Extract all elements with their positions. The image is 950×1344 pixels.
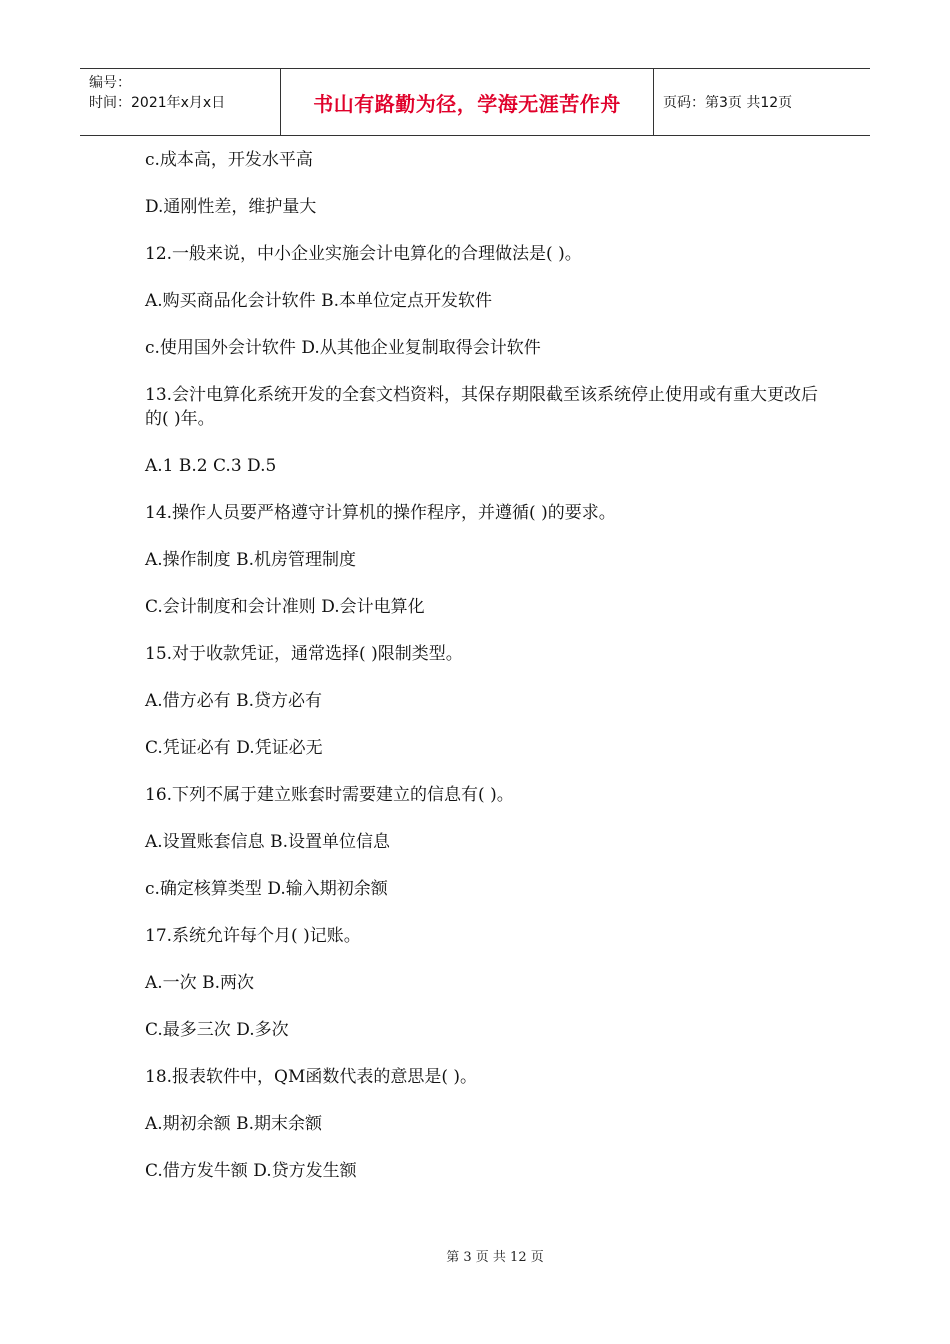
text-line: A.购买商品化会计软件 B.本单位定点开发软件 <box>145 291 492 311</box>
question-12: 12.一般来说，中小企业实施会计电算化的合理做法是( )。 <box>145 244 582 264</box>
question-14: 14.操作人员要严格遵守计算机的操作程序，并遵循( )的要求。 <box>145 503 616 523</box>
question-13: 13.会汁电算化系统开发的全套文档资料，其保存期限截至该系统停止使用或有重大更改后的( )年。 <box>145 385 819 429</box>
page-footer: 第 3 页 共 12 页 <box>446 1250 544 1265</box>
text-line: C.会计制度和会计准则 D.会计电算化 <box>145 597 425 617</box>
text-line: A.借方必有 B.贷方必有 <box>145 691 322 711</box>
text-line: c.成本高，开发水平高 <box>145 150 313 170</box>
number-label: 编号： <box>89 75 131 91</box>
question-18: 18.报表软件中，QM函数代表的意思是( )。 <box>145 1067 478 1087</box>
text-line: A.1 B.2 C.3 D.5 <box>145 456 277 476</box>
text-line: A.一次 B.两次 <box>145 973 254 993</box>
document-body <box>145 148 825 1206</box>
date-label: 时间：2021年x月x日 <box>89 95 226 111</box>
text-line: A.期初余额 B.期末余额 <box>145 1114 322 1134</box>
text-line: A.操作制度 B.机房管理制度 <box>145 550 356 570</box>
header-meta <box>80 69 281 135</box>
text-line: c.确定核算类型 D.输入期初余额 <box>145 879 388 899</box>
text-line: C.凭证必有 D.凭证必无 <box>145 738 323 758</box>
text-line: c.使用国外会计软件 D.从其他企业复制取得会计软件 <box>145 338 541 358</box>
text-line: A.设置账套信息 B.设置单位信息 <box>145 832 390 852</box>
page-header <box>80 68 870 136</box>
question-15: 15.对于收款凭证，通常选择( )限制类型。 <box>145 644 463 664</box>
header-motto: 书山有路勤为径，学海无涯苦作舟 <box>281 69 654 135</box>
header-page-info: 页码：第3页 共12页 <box>663 95 793 111</box>
question-16: 16.下列不属于建立账套时需要建立的信息有( )。 <box>145 785 514 805</box>
text-line: C.最多三次 D.多次 <box>145 1020 289 1040</box>
text-line: D.通刚性差，维护量大 <box>145 197 317 217</box>
text-line: C.借方发牛额 D.贷方发生额 <box>145 1161 357 1181</box>
question-17: 17.系统允许每个月( )记账。 <box>145 926 361 946</box>
